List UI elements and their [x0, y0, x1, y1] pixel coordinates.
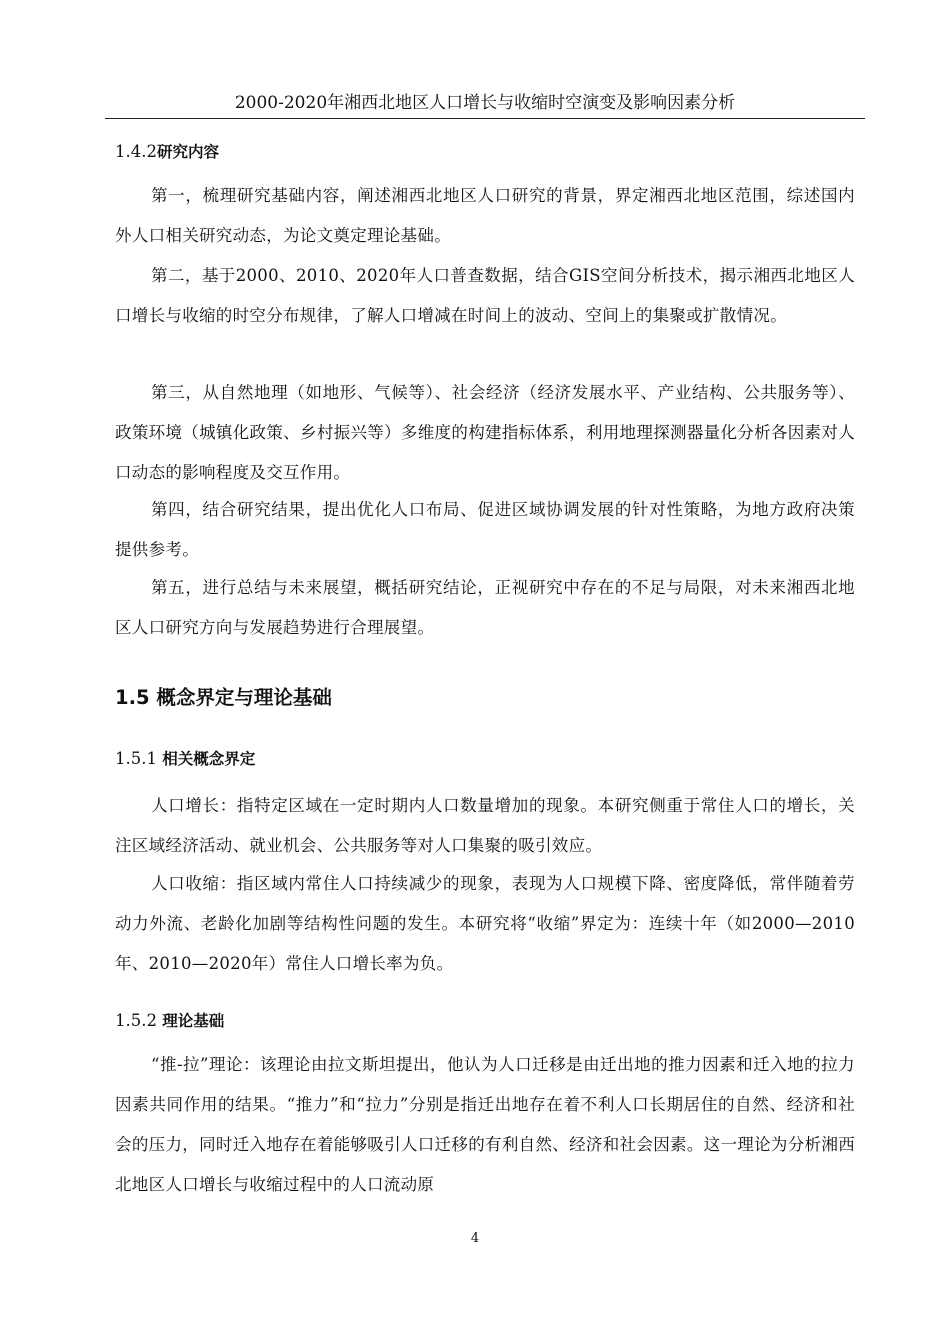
running-header-title: 2000-2020年湘西北地区人口增长与收缩时空演变及影响因素分析 — [234, 93, 736, 113]
heading-title: 相关概念界定 — [162, 750, 256, 768]
heading-title: 理论基础 — [162, 1012, 225, 1030]
heading-1-5 — [115, 685, 332, 711]
paragraph-push-pull-theory: “推-拉”理论：该理论由拉文斯坦提出，他认为人口迁移是由迁出地的推力因素和迁入地的拉力因素共同作用的结果。“推力”和“拉力”分别是指迁出地存在着不利人口长期居住的自然、经济和社会的压力，同时迁入地存在着能够吸引人口迁移的有利自然、经济和社会因素。这一理论为分析湘西北地区人口增长与收缩过程中的人口流动原 — [115, 1055, 855, 1194]
heading-title: 概念界定与理论基础 — [156, 686, 332, 709]
paragraph-research-content-4: 第四，结合研究结果，提出优化人口布局、促进区域协调发展的针对性策略，为地方政府决策提供参考。 — [115, 500, 855, 559]
heading-number: 1.5.2 — [115, 1011, 157, 1030]
heading-1-5-1 — [115, 748, 255, 770]
paragraph-population-shrinkage: 人口收缩：指区域内常住人口持续减少的现象，表现为人口规模下降、密度降低，常伴随着劳动力外流、老龄化加剧等结构性问题的发生。本研究将“收缩”界定为：连续十年（如2000—2010年、2010—2020年）常住人口增长率为负。 — [115, 874, 855, 973]
heading-1-5-2 — [115, 1010, 224, 1032]
heading-number: 1.5 — [115, 686, 150, 709]
paragraph-research-content-2: 第二，基于2000、2010、2020年人口普查数据，结合GIS空间分析技术，揭示湘西北地区人口增长与收缩的时空分布规律，了解人口增减在时间上的波动、空间上的集聚或扩散情况。 — [115, 266, 855, 325]
paragraph-population-growth: 人口增长：指特定区域在一定时期内人口数量增加的现象。本研究侧重于常住人口的增长，关注区域经济活动、就业机会、公共服务等对人口集聚的吸引效应。 — [115, 796, 855, 855]
paragraph-research-content-1: 第一，梳理研究基础内容，阐述湘西北地区人口研究的背景，界定湘西北地区范围，综述国内外人口相关研究动态，为论文奠定理论基础。 — [115, 186, 855, 245]
heading-title: 研究内容 — [156, 143, 219, 161]
heading-1-4-2 — [115, 141, 219, 163]
heading-number: 1.5.1 — [115, 749, 157, 768]
heading-number: 1.4.2 — [115, 142, 157, 161]
paragraph-research-content-5: 第五，进行总结与未来展望，概括研究结论，正视研究中存在的不足与局限，对未来湘西北地区人口研究方向与发展趋势进行合理展望。 — [115, 578, 855, 637]
paragraph-research-content-3: 第三，从自然地理（如地形、气候等）、社会经济（经济发展水平、产业结构、公共服务等）、政策环境（城镇化政策、乡村振兴等）多维度的构建指标体系，利用地理探测器量化分析各因素对人口动态的影响程度及交互作用。 — [115, 383, 855, 482]
page-number: 4 — [470, 1231, 480, 1246]
running-header — [105, 90, 865, 119]
